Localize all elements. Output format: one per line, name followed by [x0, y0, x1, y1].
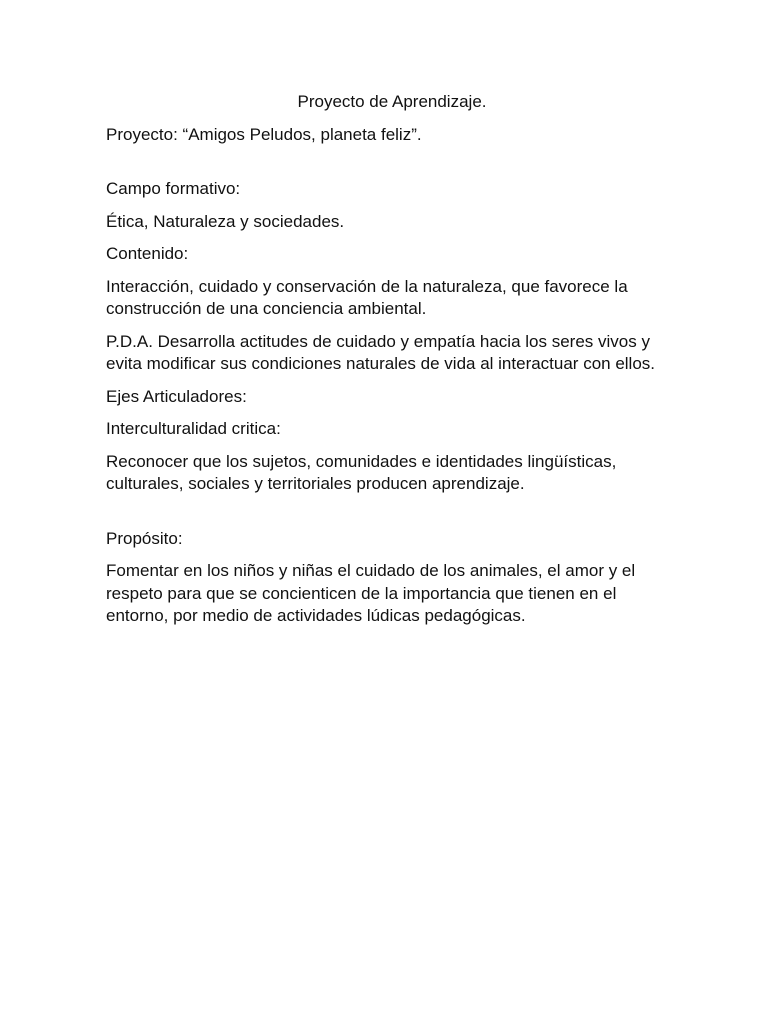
proposito-label: Propósito: [106, 528, 183, 548]
ejes-articuladores-value: Interculturalidad critica: [106, 419, 281, 438]
campo-formativo-label: Campo formativo: [106, 179, 241, 198]
pda-text: P.D.A. Desarrolla actitudes de cuidado y empatía hacia los seres vivos y evita modificar sus condiciones naturales de vida al interactuar con ellos. [106, 331, 656, 373]
document-title: Proyecto de Aprendizaje. [297, 92, 487, 111]
project-name: Proyecto: “Amigos Peludos, planeta feliz”. [106, 124, 422, 144]
spacer [106, 506, 666, 528]
ejes-articuladores-label: Ejes Articuladores: [106, 386, 247, 406]
spacer [106, 156, 666, 178]
campo-formativo-value: Ética, Naturaleza y sociedades. [106, 211, 345, 231]
contenido-value: Interacción, cuidado y conservación de la naturaleza, que favorece la construcción de una conciencia ambiental. [106, 276, 628, 318]
ejes-articuladores-description: Reconocer que los sujetos, comunidades e identidades lingüísticas, culturales, sociales y territoriales producen aprendizaje. [106, 451, 617, 493]
proposito-value: Fomentar en los niños y niñas el cuidado de los animales, el amor y el respeto para que se concienticen de la importancia que tienen en el entorno, por medio de actividades lúdicas pedagógicas. [106, 561, 636, 625]
document-body [106, 91, 666, 638]
contenido-label: Contenido: [106, 244, 189, 263]
